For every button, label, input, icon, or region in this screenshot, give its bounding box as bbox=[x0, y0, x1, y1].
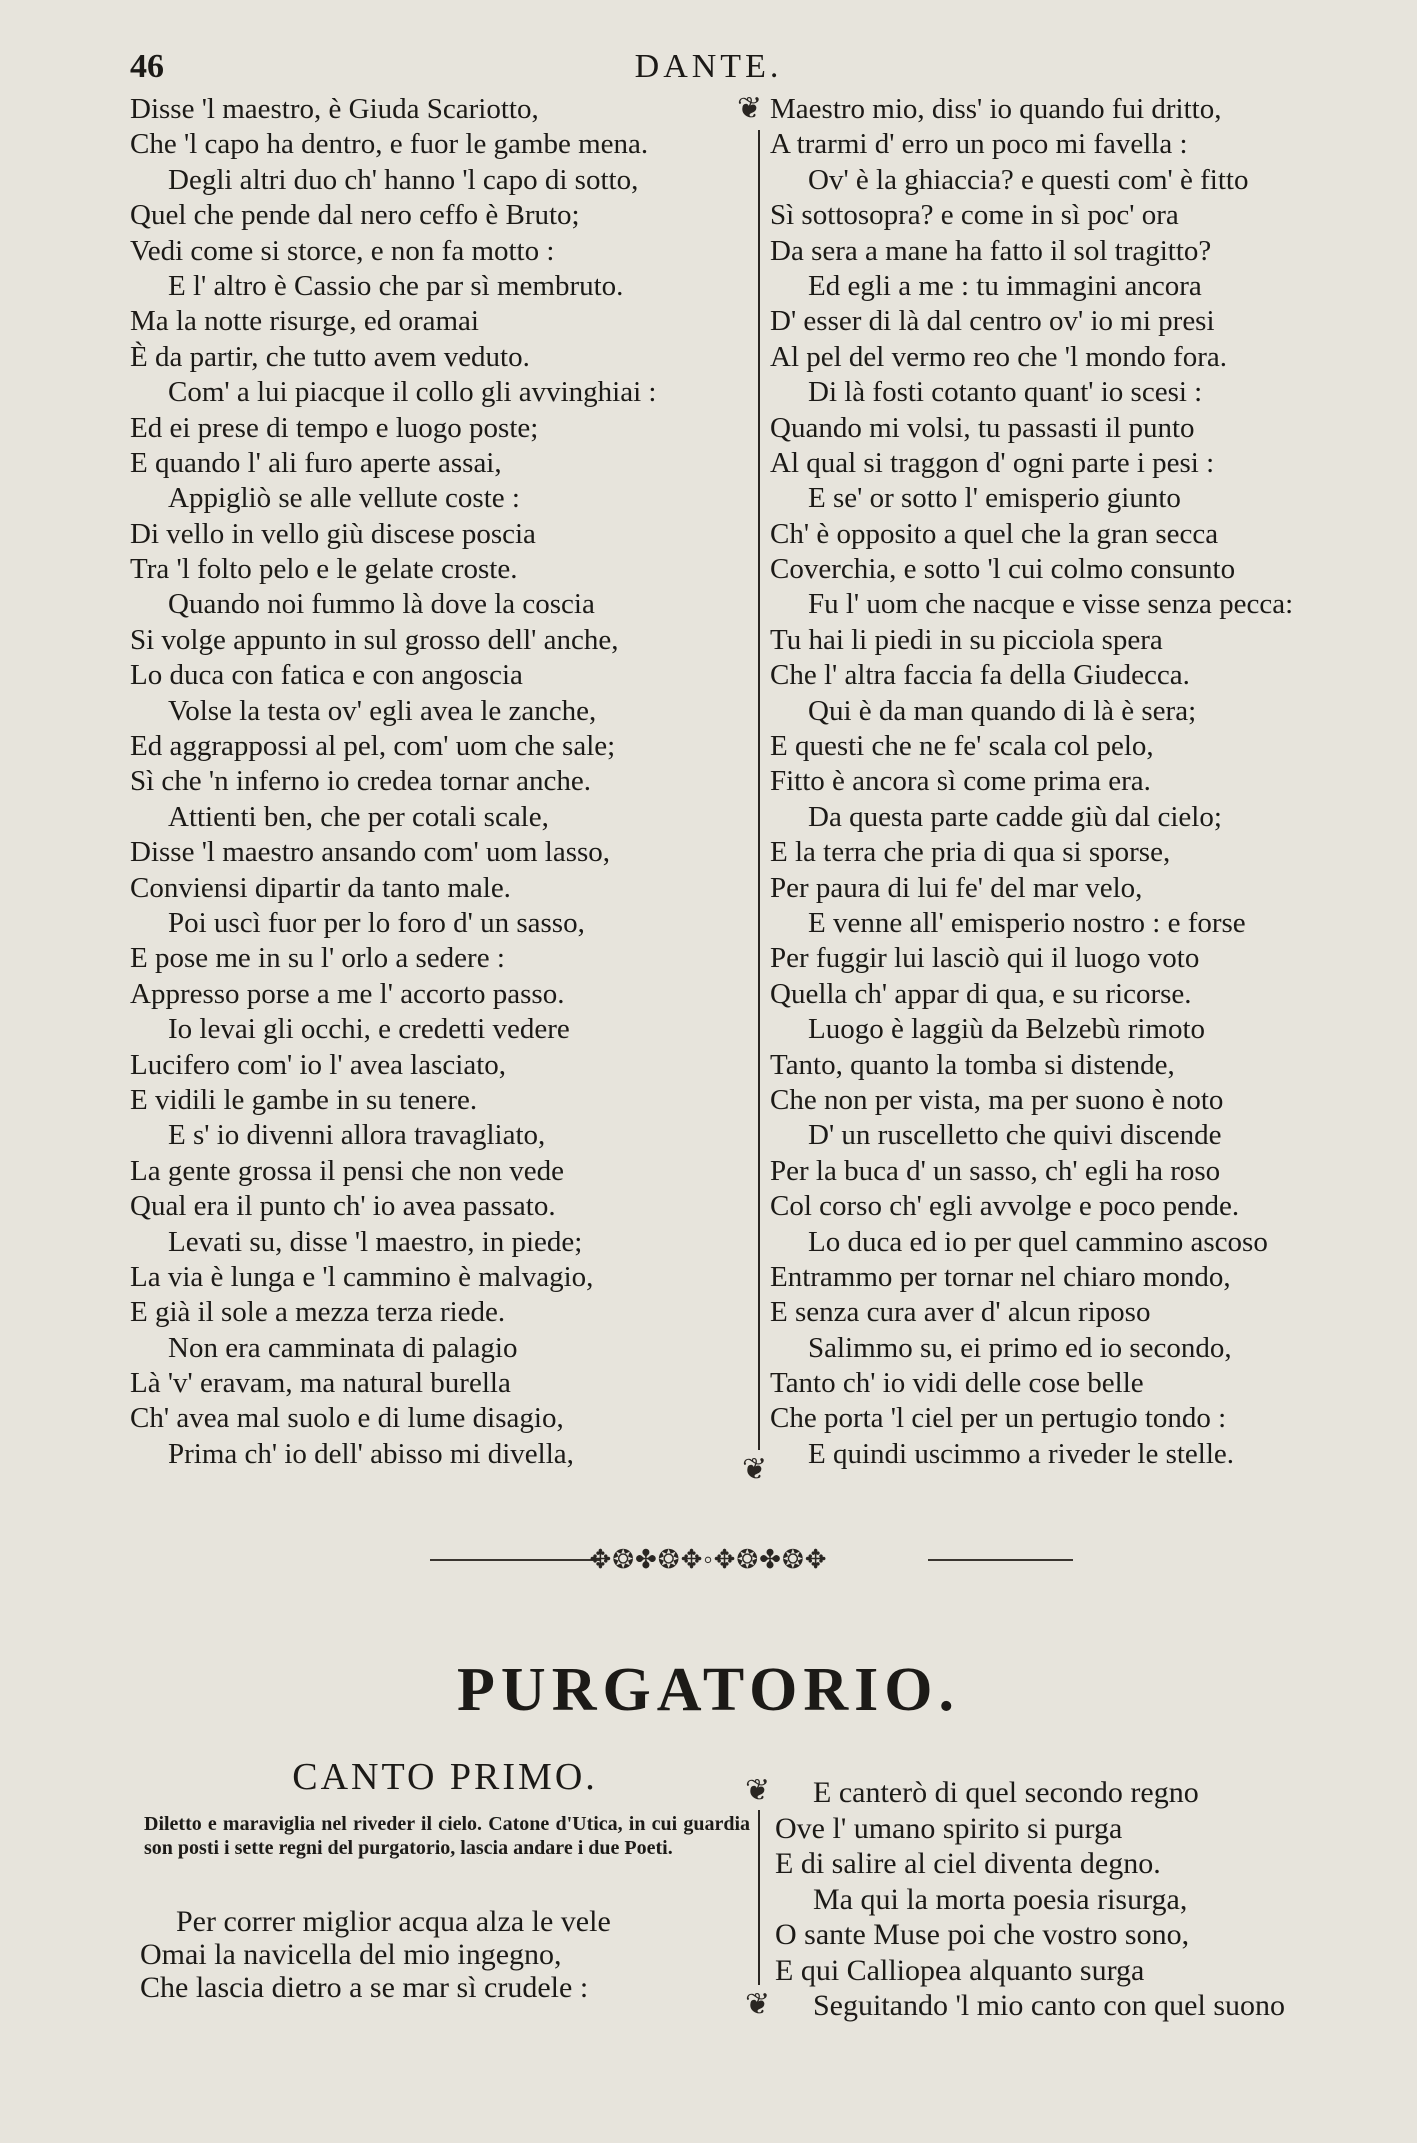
verse-line: D' esser di là dal centro ov' io mi presi bbox=[770, 305, 1215, 338]
verse-line: Qual era il punto ch' io avea passato. bbox=[130, 1190, 556, 1223]
verse-line: E la terra che pria di qua si sporse, bbox=[770, 836, 1171, 869]
scroll-ornament-icon: ✥❂✤❂✥◦✥❂✤❂✥ bbox=[589, 1545, 828, 1574]
verse-line: Attienti ben, che per cotali scale, bbox=[168, 800, 549, 833]
verse-line: La gente grossa il pensi che non vede bbox=[130, 1154, 565, 1187]
verse-line: E vidili le gambe in su tenere. bbox=[130, 1083, 478, 1116]
verse-line: Che lascia dietro a se mar sì crudele : bbox=[140, 1971, 589, 2004]
verse-line: Che non per vista, ma per suono è noto bbox=[770, 1083, 1224, 1116]
canto-title: CANTO PRIMO. bbox=[292, 1756, 598, 1798]
verse-line: Disse 'l maestro ansando com' uom lasso, bbox=[130, 836, 611, 869]
verse-line: E venne all' emisperio nostro : e forse bbox=[808, 906, 1246, 939]
verse-line: Lucifero com' io l' avea lasciato, bbox=[130, 1048, 507, 1081]
ornamental-divider bbox=[0, 1545, 1417, 1575]
verse-line: Che l' altra faccia fa della Giudecca. bbox=[770, 659, 1190, 692]
verse-line: Ove l' umano spirito si purga bbox=[775, 1811, 1123, 1845]
inferno-left-column bbox=[130, 92, 656, 1472]
verse-line: E qui Calliopea alquanto surga bbox=[775, 1953, 1145, 1987]
verse-line: Io levai gli occhi, e credetti vedere bbox=[168, 1013, 570, 1046]
fleuron-icon: ❦ bbox=[745, 1988, 771, 2021]
verse-line: Di là fosti cotanto quant' io scesi : bbox=[808, 376, 1203, 409]
verse-line: Quando noi fummo là dove la coscia bbox=[168, 588, 595, 621]
verse-line: E già il sole a mezza terza riede. bbox=[130, 1296, 506, 1329]
verse-line: Luogo è laggiù da Belzebù rimoto bbox=[808, 1013, 1206, 1046]
verse-line: E pose me in su l' orlo a sedere : bbox=[130, 942, 505, 975]
verse-line: Ma la notte risurge, ed oramai bbox=[130, 305, 479, 338]
verse-line: Quel che pende dal nero ceffo è Bruto; bbox=[130, 199, 580, 232]
column-rule bbox=[758, 130, 760, 1450]
verse-line: Lo duca ed io per quel cammino ascoso bbox=[808, 1225, 1268, 1258]
fleuron-icon: ❦ bbox=[737, 92, 763, 125]
purgatorio-left-column bbox=[140, 1905, 611, 2004]
verse-line: Entrammo per tornar nel chiaro mondo, bbox=[770, 1260, 1231, 1293]
verse-line: Ch' è opposito a quel che la gran secca bbox=[770, 517, 1219, 550]
verse-line: Appigliò se alle vellute coste : bbox=[168, 482, 520, 515]
verse-line: Volse la testa ov' egli avea le zanche, bbox=[168, 694, 597, 727]
verse-line: Al qual si traggon d' ogni parte i pesi : bbox=[770, 446, 1215, 479]
verse-line: Vedi come si storce, e non fa motto : bbox=[130, 234, 555, 267]
verse-line: Fitto è ancora sì come prima era. bbox=[770, 765, 1151, 798]
verse-line: Ed aggrappossi al pel, com' uom che sale; bbox=[130, 730, 616, 763]
verse-line: Maestro mio, diss' io quando fui dritto, bbox=[770, 93, 1222, 125]
verse-line: Per fuggir lui lasciò qui il luogo voto bbox=[770, 942, 1200, 975]
page-header bbox=[0, 40, 1417, 90]
verse-line: Per correr miglior acqua alza le vele bbox=[176, 1905, 611, 1938]
verse-line: Lo duca con fatica e con angoscia bbox=[130, 659, 523, 692]
verse-line: Al pel del vermo reo che 'l mondo fora. bbox=[770, 340, 1227, 373]
verse-line: Prima ch' io dell' abisso mi divella, bbox=[168, 1437, 574, 1470]
verse-line: Per la buca d' un sasso, ch' egli ha roso bbox=[770, 1154, 1221, 1187]
verse-line: E se' or sotto l' emisperio giunto bbox=[808, 482, 1181, 515]
verse-line: E questi che ne fe' scala col pelo, bbox=[770, 730, 1154, 763]
verse-line: Qui è da man quando di là è sera; bbox=[808, 694, 1197, 727]
verse-line: Conviensi dipartir da tanto male. bbox=[130, 871, 511, 904]
purgatorio-right-column bbox=[775, 1775, 1285, 2024]
verse-line: Da questa parte cadde giù dal cielo; bbox=[808, 800, 1222, 833]
verse-line: Che porta 'l ciel per un pertugio tondo : bbox=[770, 1402, 1227, 1435]
verse-line: Fu l' uom che nacque e visse senza pecca: bbox=[808, 588, 1294, 621]
verse-line: Quella ch' appar di qua, e su ricorse. bbox=[770, 977, 1192, 1010]
verse-line: Là 'v' eravam, ma natural burella bbox=[130, 1367, 511, 1400]
verse-line: Non era camminata di palagio bbox=[168, 1331, 518, 1364]
verse-line: O sante Muse poi che vostro sono, bbox=[775, 1918, 1190, 1951]
verse-line: Degli altri duo ch' hanno 'l capo di sotto, bbox=[168, 163, 639, 196]
page-number: 46 bbox=[130, 48, 164, 85]
verse-line: E quando l' ali furo aperte assai, bbox=[130, 446, 502, 479]
verse-line: Appresso porse a me l' accorto passo. bbox=[130, 977, 565, 1010]
inferno-right-column bbox=[770, 92, 1293, 1472]
verse-line: Che 'l capo ha dentro, e fuor le gambe mena. bbox=[130, 128, 649, 161]
section-title: PURGATORIO. bbox=[457, 1656, 960, 1724]
verse-line: Ed egli a me : tu immagini ancora bbox=[808, 269, 1202, 302]
verse-line: E quindi uscimmo a riveder le stelle. bbox=[808, 1437, 1235, 1470]
verse-line: Levati su, disse 'l maestro, in piede; bbox=[168, 1225, 583, 1258]
verse-line: Ma qui la morta poesia risurga, bbox=[813, 1882, 1188, 1916]
verse-line: Si volge appunto in sul grosso dell' anche, bbox=[130, 623, 619, 656]
verse-line: E senza cura aver d' alcun riposo bbox=[770, 1296, 1151, 1329]
verse-line: Coverchia, e sotto 'l cui colmo consunto bbox=[770, 553, 1236, 586]
verse-line: Seguitando 'l mio canto con quel suono bbox=[813, 1989, 1286, 2022]
verse-line: Di vello in vello giù discese poscia bbox=[130, 517, 536, 550]
divider-line bbox=[928, 1559, 1073, 1561]
verse-line: Ov' è la ghiaccia? e questi com' è fitto bbox=[808, 163, 1249, 196]
verse-line: Tra 'l folto pelo e le gelate croste. bbox=[130, 553, 518, 586]
verse-line: Ed ei prese di tempo e luogo poste; bbox=[130, 411, 539, 444]
verse-line: Tu hai li piedi in su picciola spera bbox=[770, 623, 1163, 656]
canto-argument: Diletto e maraviglia nel riveder il cielo. Catone d'Utica, in cui guardia son posti i sette regni del purgatorio, lascia andare i due Poeti. bbox=[144, 1813, 750, 1859]
verse-line: Col corso ch' egli avvolge e poco pende. bbox=[770, 1190, 1240, 1223]
verse-line: Sì che 'n inferno io credea tornar anche. bbox=[130, 765, 591, 798]
verse-line: Omai la navicella del mio ingegno, bbox=[140, 1938, 562, 1971]
verse-line: Per paura di lui fe' del mar velo, bbox=[770, 871, 1143, 904]
verse-line: Tanto ch' io vidi delle cose belle bbox=[770, 1367, 1144, 1400]
verse-line: E di salire al ciel diventa degno. bbox=[775, 1847, 1161, 1880]
verse-line: Disse 'l maestro, è Giuda Scariotto, bbox=[130, 93, 539, 125]
verse-line: La via è lunga e 'l cammino è malvagio, bbox=[130, 1260, 594, 1293]
fleuron-icon: ❦ bbox=[742, 1453, 768, 1486]
column-rule bbox=[758, 1810, 760, 1985]
verse-line: Poi uscì fuor per lo foro d' un sasso, bbox=[168, 906, 585, 939]
verse-line: E l' altro è Cassio che par sì membruto. bbox=[168, 269, 624, 302]
verse-line: D' un ruscelletto che quivi discende bbox=[808, 1119, 1222, 1152]
verse-line: Tanto, quanto la tomba si distende, bbox=[770, 1048, 1175, 1081]
verse-line: Sì sottosopra? e come in sì poc' ora bbox=[770, 199, 1179, 232]
running-head: DANTE. bbox=[634, 48, 783, 85]
verse-line: Da sera a mane ha fatto il sol tragitto? bbox=[770, 234, 1212, 267]
verse-line: Ch' avea mal suolo e di lume disagio, bbox=[130, 1402, 564, 1435]
verse-line: E s' io divenni allora travagliato, bbox=[168, 1119, 546, 1152]
verse-line: A trarmi d' erro un poco mi favella : bbox=[770, 128, 1188, 161]
verse-line: Com' a lui piacque il collo gli avvinghiai : bbox=[168, 376, 657, 409]
verse-line: Salimmo su, ei primo ed io secondo, bbox=[808, 1331, 1232, 1364]
fleuron-icon: ❦ bbox=[745, 1774, 771, 1807]
verse-line: Quando mi volsi, tu passasti il punto bbox=[770, 411, 1195, 444]
verse-line: E canterò di quel secondo regno bbox=[813, 1776, 1199, 1809]
verse-line: È da partir, che tutto avem veduto. bbox=[130, 340, 530, 373]
